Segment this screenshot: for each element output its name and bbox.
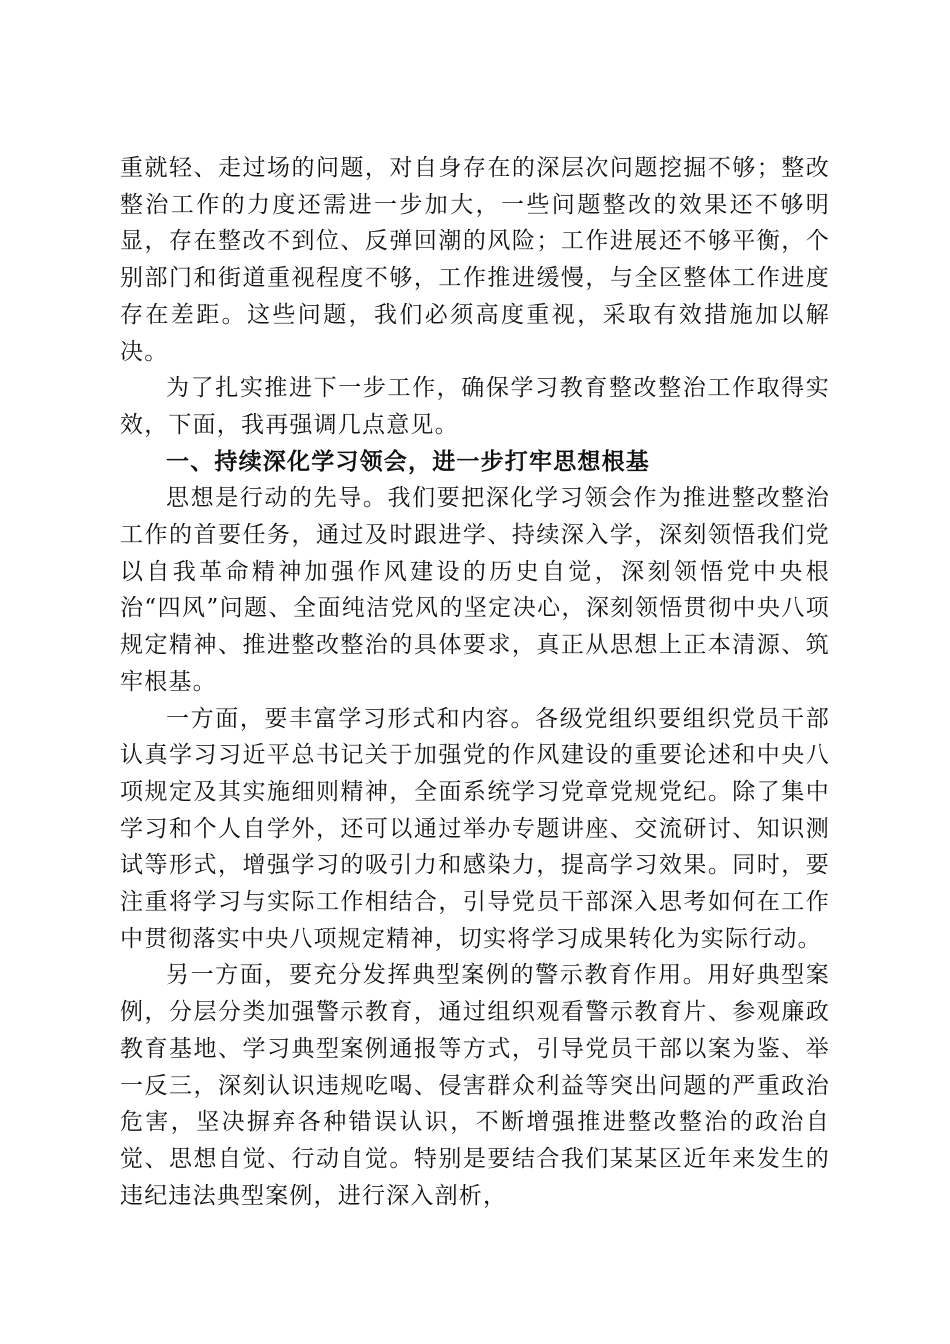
paragraph-transition: 为了扎实推进下一步工作，确保学习教育整改整治工作取得实效，下面，我再强调几点意见。 [120,375,830,438]
paragraph-thought: 思想是行动的先导。我们要把深化学习领会作为推进整改整治工作的首要任务，通过及时跟进学、持续深入学，深刻领悟我们党以自我革命精神加强作风建设的历史自觉，深刻领悟党中央根治“四风”问题、全面纯洁党风的坚定决心，深刻领悟贯彻中央八项规定精神、推进整改整治的具体要求，真正从思想上正本清源、筑牢根基。 [120,485,830,695]
paragraph-other-hand: 另一方面，要充分发挥典型案例的警示教育作用。用好典型案例，分层分类加强警示教育，通过组织观看警示教育片、参观廉政教育基地、学习典型案例通报等方式，引导党员干部以案为鉴、举一反三，深刻认识违规吃喝、侵害群众利益等突出问题的严重政治危害，坚决摒弃各种错误认识，不断增强推进整改整治的政治自觉、思想自觉、行动自觉。特别是要结合我们某某区近年来发生的违纪违法典型案例，进行深入剖析， [120,962,830,1209]
section-heading: 一、持续深化学习领会，进一步打牢思想根基 [166,448,650,475]
paragraph-continuation: 重就轻、走过场的问题，对自身存在的深层次问题挖掘不够；整改整治工作的力度还需进一步加大，一些问题整改的效果还不够明显，存在整改不到位、反弹回潮的风险；工作进展还不够平衡，个别部门和街道重视程度不够，工作推进缓慢，与全区整体工作进度存在差距。这些问题，我们必须高度重视，采取有效措施加以解决。 [120,155,830,365]
paragraph-one-hand: 一方面，要丰富学习形式和内容。各级党组织要组织党员干部认真学习习近平总书记关于加强党的作风建设的重要论述和中央八项规定及其实施细则精神，全面系统学习党章党规党纪。除了集中学习和个人自学外，还可以通过举办专题讲座、交流研讨、知识测试等形式，增强学习的吸引力和感染力，提高学习效果。同时，要注重将学习与实际工作相结合，引导党员干部深入思考如何在工作中贯彻落实中央八项规定精神，切实将学习成果转化为实际行动。 [120,705,830,952]
document-body [120,150,830,1214]
